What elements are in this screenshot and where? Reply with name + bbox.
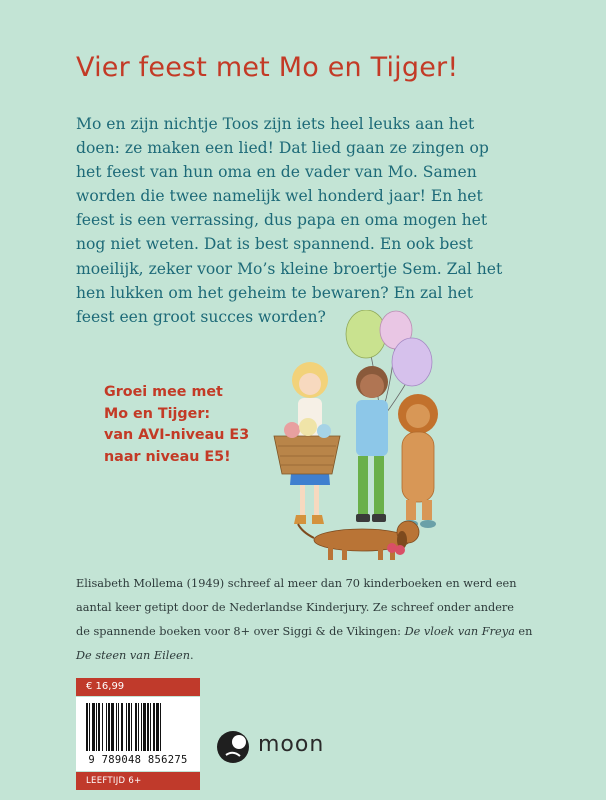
author-bio-line: Elisabeth Mollema (1949) schreef al meer dan 70 kinderboeken en werd een [76,577,517,590]
blurb-line: moeilijk, zeker voor Mo’s kleine broertje Sem. Zal het [76,259,503,278]
blurb-line: worden die twee namelijk wel honderd jaar! En het [76,187,483,206]
book-title-freya: De vloek van Freya [404,625,515,638]
blurb-text [76,112,556,329]
barcode-bars [76,697,200,753]
price-tag: € 16,99 [76,678,200,696]
blurb-line: Mo en zijn nichtje Toos zijn iets heel leuks aan het [76,115,475,133]
lion-figure [398,394,438,528]
author-bio-line [76,620,586,644]
cover-illustration [268,310,448,570]
author-bio-text: de spannende boeken voor 8+ over Siggi & de Vikingen: [76,625,405,638]
reading-level-note [104,382,274,468]
publisher-logo [216,730,346,764]
blurb-line: feest is een verrassing, dus papa en oma mogen het [76,211,488,230]
author-bio-text: en [514,625,533,638]
author-bio-line: aantal keer getipt door de Nederlandse Kinderjury. Ze schreef onder andere [76,601,514,614]
reading-level-line: naar niveau E5! [104,448,231,465]
moon-logo-icon [216,730,252,764]
purple-balloon [392,338,432,386]
blurb-line: feest een groot succes worden? [76,307,326,326]
age-tag: LEEFTIJD 6+ [76,772,200,790]
book-title-eileen: De steen van Eileen [76,649,191,662]
boy-figure [356,366,388,522]
blurb-line: doen: ze maken een lied! Dat lied gaan ze zingen op [76,139,489,158]
blurb-line: nog niet weten. Dat is best spannend. En ook best [76,235,473,254]
cover-title: Vier feest met Mo en Tijger! [76,52,459,83]
publisher-name: moon [258,732,325,757]
blurb-line: hen lukken om het geheim te bewaren? En zal het [76,283,473,302]
basket-figure [274,418,340,474]
dog-figure [298,521,419,560]
author-bio-text: . [190,649,194,662]
author-bio-line [76,644,586,668]
author-bio [76,572,586,668]
reading-level-line: Mo en Tijger: [104,405,211,422]
isbn-barcode [76,697,200,771]
isbn-number: 9 789048 856275 [88,754,188,766]
reading-level-line: Groei mee met [104,384,223,400]
blurb-line: het feest van hun oma en de vader van Mo. Samen [76,163,477,182]
reading-level-line: van AVI-niveau E3 [104,427,250,444]
